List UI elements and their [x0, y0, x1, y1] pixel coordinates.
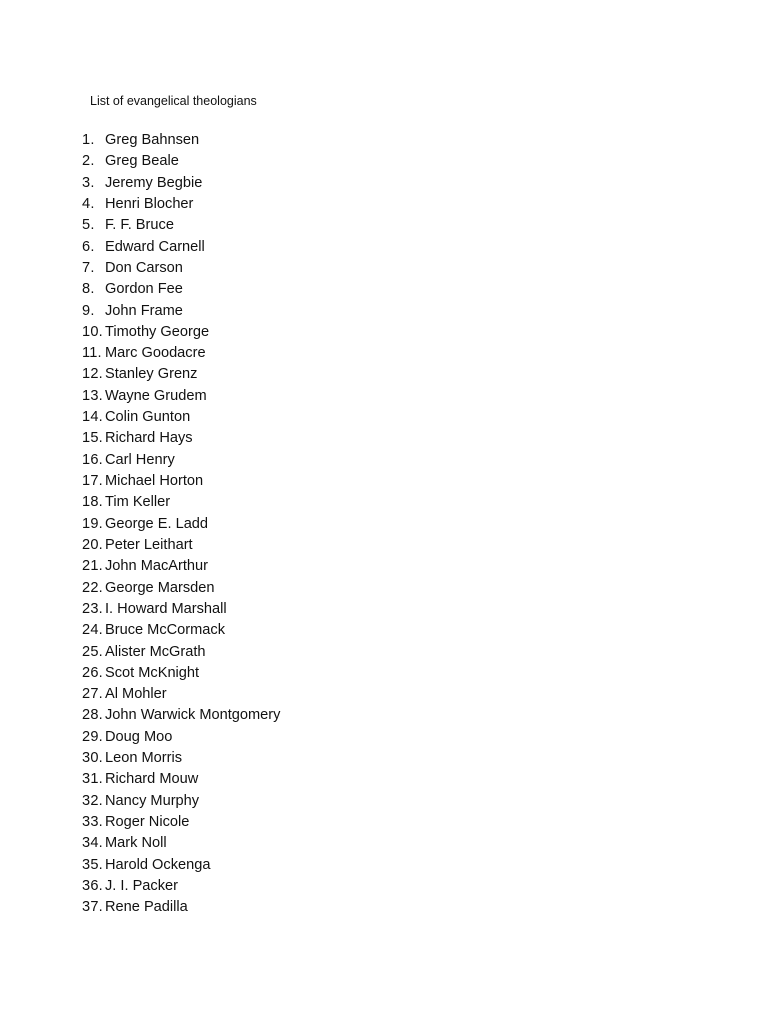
list-item-name: Greg Beale [105, 153, 179, 170]
list-item-name: Carl Henry [105, 451, 175, 468]
list-item-number: 1. [82, 132, 95, 148]
list-item-number: 34. [82, 835, 103, 852]
list-item-number: 3. [82, 174, 95, 191]
list-item-number: 22. [82, 579, 103, 596]
list-item-number: 10. [82, 323, 103, 340]
list-item-name: Alister McGrath [105, 643, 206, 660]
list-item-number: 6. [82, 238, 95, 255]
list-item-name: I. Howard Marshall [105, 600, 227, 617]
list-item-number: 7. [82, 259, 95, 276]
list-item-number: 27. [82, 686, 103, 703]
list-item-number: 23. [82, 600, 103, 617]
list-item-name: F. F. Bruce [105, 217, 174, 234]
list-item-name: J. I. Packer [105, 877, 178, 894]
list-item-name: Michael Horton [105, 473, 204, 489]
list-item-name: Al Mohler [105, 686, 167, 703]
list-item-number: 16. [82, 451, 103, 468]
list-item-name: Jeremy Begbie [105, 174, 203, 191]
list-item-name: Gordon Fee [105, 281, 183, 298]
list-item-number: 9. [82, 302, 95, 319]
list-item-name: Marc Goodacre [105, 345, 206, 362]
list-item-name: John Warwick Montgomery [105, 707, 281, 724]
list-item-name: Harold Ockenga [105, 856, 211, 873]
list-item-name: George E. Ladd [105, 515, 209, 532]
list-item-name: Henri Blocher [105, 195, 194, 212]
list-item-name: Peter Leithart [105, 536, 193, 553]
list-item-number: 18. [82, 494, 103, 511]
list-item-number: 11. [82, 345, 102, 362]
list-item-name: Nancy Murphy [105, 792, 200, 809]
list-item-name: Richard Mouw [105, 771, 199, 788]
list-item-name: John MacArthur [105, 558, 209, 575]
list-item-number: 29. [82, 728, 103, 745]
list-item-number: 15. [82, 430, 103, 447]
list-item-number: 28. [82, 707, 103, 724]
list-item-name: Mark Noll [105, 835, 167, 852]
document-title: List of evangelical theologians [90, 94, 257, 108]
list-item-name: Timothy George [105, 323, 210, 340]
list-item-number: 8. [82, 281, 95, 298]
list-item-name: Edward Carnell [105, 238, 205, 255]
list-item-number: 21. [82, 558, 103, 575]
list-item-name: Stanley Grenz [105, 366, 198, 383]
list-item-name: Don Carson [105, 259, 183, 276]
list-item-name: Bruce McCormack [105, 622, 226, 639]
list-item-number: 13. [82, 387, 103, 404]
list-item-name: John Frame [105, 302, 183, 319]
list-item-name: Wayne Grudem [105, 387, 207, 404]
list-item-number: 26. [82, 664, 103, 681]
list-item-name: Tim Keller [105, 494, 171, 511]
list-item-name: George Marsden [105, 579, 215, 596]
list-item-number: 30. [82, 750, 103, 767]
list-item-number: 5. [82, 217, 95, 234]
list-item-name: Greg Bahnsen [105, 132, 200, 148]
list-item-number: 12. [82, 366, 103, 383]
list-item-name: Rene Padilla [105, 899, 188, 916]
list-item-number: 4. [82, 195, 95, 212]
list-item-number: 24. [82, 622, 103, 639]
list-item-number: 37. [82, 899, 103, 916]
list-item-number: 33. [82, 814, 103, 830]
list-item-number: 14. [82, 409, 103, 426]
list-item-number: 32. [82, 792, 103, 809]
list-item-number: 31. [82, 771, 103, 788]
list-item-name: Roger Nicole [105, 814, 190, 830]
list-item-number: 20. [82, 536, 103, 553]
list-item-name: Richard Hays [105, 430, 193, 447]
list-item-number: 36. [82, 877, 103, 894]
list-item-number: 25. [82, 643, 103, 660]
list-item-name: Scot McKnight [105, 664, 200, 681]
list-item-name: Colin Gunton [105, 409, 191, 426]
list-item-number: 19. [82, 515, 103, 532]
list-item-name: Leon Morris [105, 750, 183, 767]
list-item-number: 17. [82, 473, 103, 489]
list-item-number: 35. [82, 856, 103, 873]
list-item-number: 2. [82, 153, 95, 170]
list-item-name: Doug Moo [105, 728, 173, 745]
